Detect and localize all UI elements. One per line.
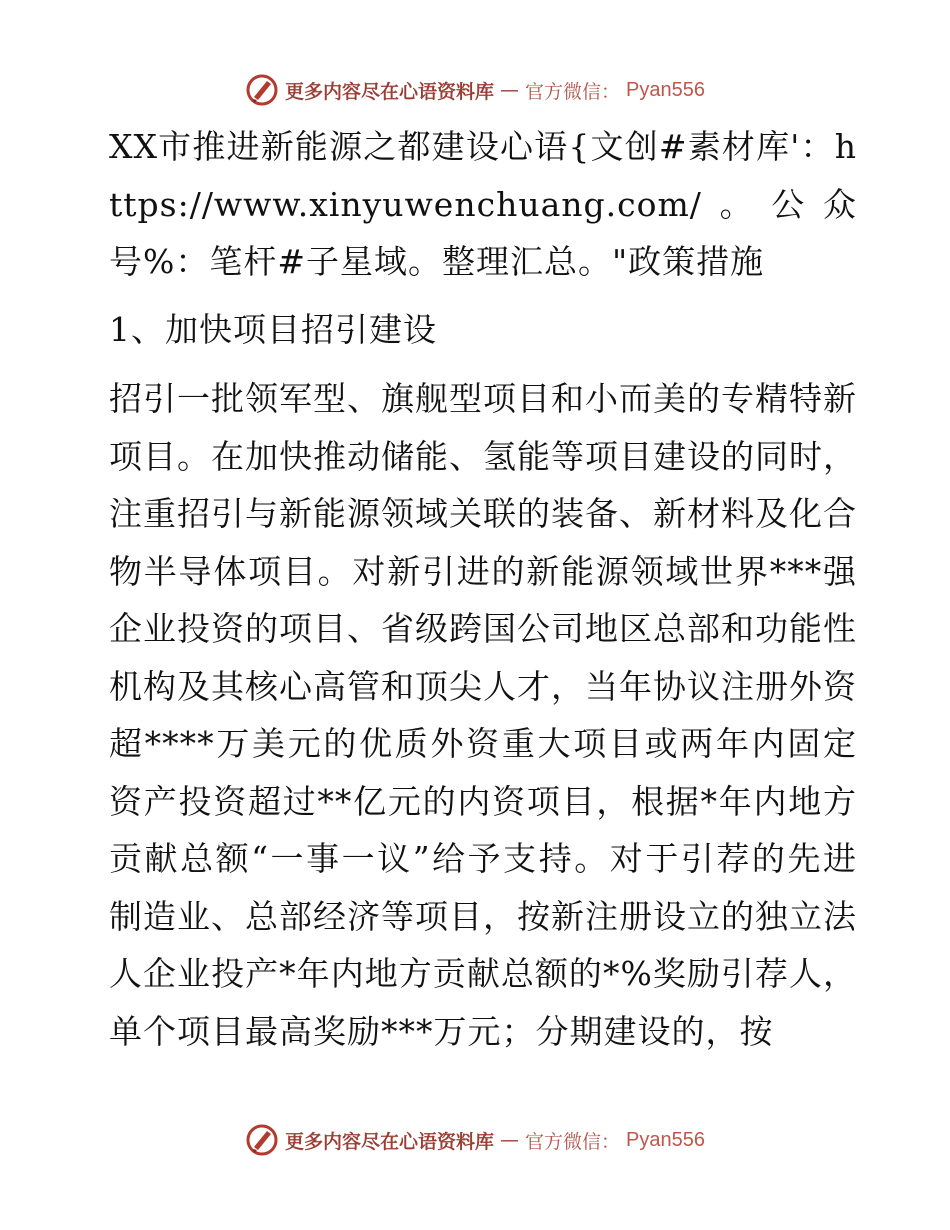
watermark-account-label: 官方微信： [525,80,621,103]
watermark-banner-bottom [0,1120,950,1160]
watermark-dash: — [500,1129,520,1151]
document-body [97,118,857,1070]
watermark-dash: — [500,79,520,101]
watermark-main-text: 更多内容尽在心语资料库 [285,80,495,103]
watermark-main-text: 更多内容尽在心语资料库 [285,1130,495,1153]
body-paragraph: 招引一批领军型、旗舰型项目和小而美的专精特新项目。在加快推动储能、氢能等项目建设的同时，注重招引与新能源领域关联的装备、新材料及化合物半导体项目。对新引进的新能源领域世界***强企业投资的项目、省级跨国公司地区总部和功能性机构及其核心高管和顶尖人才，当年协议注册外资超****万美元的优质外资重大项目或两年内固定资产投资超过**亿元的内资项目，根据*年内地方贡献总额“一事一议”给予支持。对于引荐的先进制造业、总部经济等项目，按新注册设立的独立法人企业投产*年内地方贡献总额的*%奖励引荐人，单个项目最高奖励***万元；分期建设的，按 [109,379,857,1051]
brush-logo-icon [245,1123,279,1157]
section-heading: 1、加快项目招引建设 [109,309,437,349]
watermark-banner-top [0,70,950,110]
document-title-paragraph: XX市推进新能源之都建设心语{文创#素材库'：https://www.xinyuwenchuang.com/。公众号%：笔杆#子星域。整理汇总。"政策措施 [109,127,857,281]
brush-logo-icon [245,73,279,107]
watermark-account-label: 官方微信： [525,1130,621,1153]
watermark-account-id: Pyan556 [626,1128,705,1151]
watermark-account-id: Pyan556 [626,78,705,101]
